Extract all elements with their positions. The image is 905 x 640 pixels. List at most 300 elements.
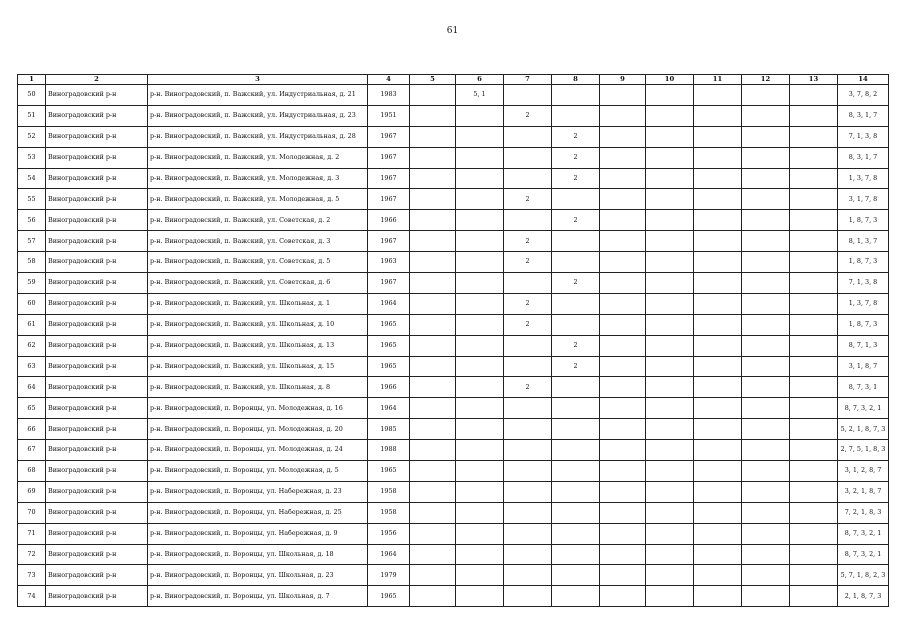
col6-cell xyxy=(456,586,504,607)
col13-cell xyxy=(790,502,838,523)
col8-cell xyxy=(552,314,600,335)
address-cell: р-н. Виноградовский, п. Воронцы, ул. Молодежная, д. 16 xyxy=(148,398,368,419)
col6-cell xyxy=(456,398,504,419)
year-cell: 1966 xyxy=(368,377,410,398)
col13-cell xyxy=(790,356,838,377)
col10-cell xyxy=(646,126,694,147)
row-number: 61 xyxy=(18,314,46,335)
address-cell: р-н. Виноградовский, п. Важский, ул. Школьная, д. 13 xyxy=(148,335,368,356)
col11-cell xyxy=(694,419,742,440)
col11-cell xyxy=(694,252,742,273)
col6-cell xyxy=(456,147,504,168)
col9-cell xyxy=(600,126,646,147)
district-cell: Виноградовский р-н xyxy=(46,335,148,356)
col11-cell xyxy=(694,377,742,398)
col8-cell xyxy=(552,252,600,273)
row-number: 55 xyxy=(18,189,46,210)
col10-cell xyxy=(646,419,694,440)
col14-cell: 7, 2, 1, 8, 3 xyxy=(838,502,889,523)
col12-cell xyxy=(742,544,790,565)
row-number: 69 xyxy=(18,481,46,502)
col13-cell xyxy=(790,335,838,356)
col5-cell xyxy=(410,105,456,126)
col6-cell xyxy=(456,189,504,210)
row-number: 62 xyxy=(18,335,46,356)
row-number: 74 xyxy=(18,586,46,607)
district-cell: Виноградовский р-н xyxy=(46,126,148,147)
col12-cell xyxy=(742,126,790,147)
col7-cell xyxy=(504,502,552,523)
col7-cell xyxy=(504,461,552,482)
col14-cell: 8, 7, 3, 2, 1 xyxy=(838,523,889,544)
year-cell: 1967 xyxy=(368,168,410,189)
col10-cell xyxy=(646,440,694,461)
col7-cell xyxy=(504,85,552,106)
col9-cell xyxy=(600,565,646,586)
table-row xyxy=(18,105,889,126)
column-header: 2 xyxy=(46,75,148,85)
col6-cell xyxy=(456,105,504,126)
table-row xyxy=(18,356,889,377)
col5-cell xyxy=(410,419,456,440)
column-header: 14 xyxy=(838,75,889,85)
row-number: 70 xyxy=(18,502,46,523)
column-header: 13 xyxy=(790,75,838,85)
col13-cell xyxy=(790,440,838,461)
col7-cell xyxy=(504,565,552,586)
table-row xyxy=(18,419,889,440)
col10-cell xyxy=(646,293,694,314)
col12-cell xyxy=(742,481,790,502)
col13-cell xyxy=(790,377,838,398)
address-cell: р-н. Виноградовский, п. Важский, ул. Индустриальная, д. 21 xyxy=(148,85,368,106)
col5-cell xyxy=(410,335,456,356)
col8-cell xyxy=(552,440,600,461)
col13-cell xyxy=(790,231,838,252)
col6-cell xyxy=(456,565,504,586)
table-row xyxy=(18,231,889,252)
col13-cell xyxy=(790,293,838,314)
district-cell: Виноградовский р-н xyxy=(46,586,148,607)
col5-cell xyxy=(410,523,456,544)
col11-cell xyxy=(694,481,742,502)
address-cell: р-н. Виноградовский, п. Важский, ул. Индустриальная, д. 23 xyxy=(148,105,368,126)
col10-cell xyxy=(646,105,694,126)
table-row xyxy=(18,126,889,147)
address-cell: р-н. Виноградовский, п. Воронцы, ул. Школьная, д. 18 xyxy=(148,544,368,565)
col13-cell xyxy=(790,398,838,419)
col10-cell xyxy=(646,586,694,607)
address-cell: р-н. Виноградовский, п. Важский, ул. Индустриальная, д. 28 xyxy=(148,126,368,147)
table-row xyxy=(18,502,889,523)
register-table xyxy=(17,74,889,607)
col10-cell xyxy=(646,523,694,544)
district-cell: Виноградовский р-н xyxy=(46,147,148,168)
col13-cell xyxy=(790,273,838,294)
col8-cell: 2 xyxy=(552,147,600,168)
col7-cell xyxy=(504,481,552,502)
col13-cell xyxy=(790,419,838,440)
col9-cell xyxy=(600,85,646,106)
column-header: 6 xyxy=(456,75,504,85)
table-row xyxy=(18,481,889,502)
year-cell: 1967 xyxy=(368,147,410,168)
col7-cell xyxy=(504,440,552,461)
col9-cell xyxy=(600,377,646,398)
col12-cell xyxy=(742,147,790,168)
column-header: 12 xyxy=(742,75,790,85)
col10-cell xyxy=(646,189,694,210)
col14-cell: 7, 1, 3, 8 xyxy=(838,126,889,147)
row-number: 54 xyxy=(18,168,46,189)
col11-cell xyxy=(694,523,742,544)
col8-cell: 2 xyxy=(552,273,600,294)
col13-cell xyxy=(790,147,838,168)
row-number: 59 xyxy=(18,273,46,294)
district-cell: Виноградовский р-н xyxy=(46,105,148,126)
col9-cell xyxy=(600,293,646,314)
col5-cell xyxy=(410,502,456,523)
col11-cell xyxy=(694,586,742,607)
district-cell: Виноградовский р-н xyxy=(46,502,148,523)
col8-cell xyxy=(552,419,600,440)
col9-cell xyxy=(600,335,646,356)
col11-cell xyxy=(694,293,742,314)
col9-cell xyxy=(600,273,646,294)
col7-cell: 2 xyxy=(504,314,552,335)
address-cell: р-н. Виноградовский, п. Важский, ул. Школьная, д. 10 xyxy=(148,314,368,335)
col7-cell: 2 xyxy=(504,377,552,398)
col11-cell xyxy=(694,210,742,231)
col8-cell: 2 xyxy=(552,168,600,189)
col10-cell xyxy=(646,398,694,419)
row-number: 56 xyxy=(18,210,46,231)
col12-cell xyxy=(742,398,790,419)
col11-cell xyxy=(694,398,742,419)
col7-cell xyxy=(504,398,552,419)
row-number: 50 xyxy=(18,85,46,106)
col8-cell xyxy=(552,189,600,210)
district-cell: Виноградовский р-н xyxy=(46,314,148,335)
district-cell: Виноградовский р-н xyxy=(46,523,148,544)
col14-cell: 1, 8, 7, 3 xyxy=(838,210,889,231)
col11-cell xyxy=(694,440,742,461)
col13-cell xyxy=(790,523,838,544)
col9-cell xyxy=(600,105,646,126)
district-cell: Виноградовский р-н xyxy=(46,210,148,231)
table-row xyxy=(18,377,889,398)
year-cell: 1983 xyxy=(368,85,410,106)
column-header: 7 xyxy=(504,75,552,85)
table-row xyxy=(18,210,889,231)
col7-cell xyxy=(504,168,552,189)
col14-cell: 1, 3, 7, 8 xyxy=(838,293,889,314)
col6-cell xyxy=(456,356,504,377)
col6-cell xyxy=(456,377,504,398)
district-cell: Виноградовский р-н xyxy=(46,398,148,419)
column-header: 8 xyxy=(552,75,600,85)
year-cell: 1967 xyxy=(368,273,410,294)
col14-cell: 8, 7, 3, 1 xyxy=(838,377,889,398)
col10-cell xyxy=(646,544,694,565)
row-number: 68 xyxy=(18,461,46,482)
col11-cell xyxy=(694,335,742,356)
col9-cell xyxy=(600,419,646,440)
col11-cell xyxy=(694,502,742,523)
row-number: 73 xyxy=(18,565,46,586)
col12-cell xyxy=(742,502,790,523)
col11-cell xyxy=(694,565,742,586)
col8-cell xyxy=(552,231,600,252)
col5-cell xyxy=(410,273,456,294)
year-cell: 1985 xyxy=(368,419,410,440)
col12-cell xyxy=(742,105,790,126)
col13-cell xyxy=(790,565,838,586)
address-cell: р-н. Виноградовский, п. Важский, ул. Молодежная, д. 5 xyxy=(148,189,368,210)
column-header: 11 xyxy=(694,75,742,85)
col14-cell: 8, 7, 1, 3 xyxy=(838,335,889,356)
col14-cell: 8, 3, 1, 7 xyxy=(838,105,889,126)
row-number: 53 xyxy=(18,147,46,168)
col9-cell xyxy=(600,356,646,377)
col10-cell xyxy=(646,565,694,586)
col10-cell xyxy=(646,168,694,189)
col8-cell xyxy=(552,105,600,126)
row-number: 57 xyxy=(18,231,46,252)
col12-cell xyxy=(742,273,790,294)
col6-cell xyxy=(456,168,504,189)
col10-cell xyxy=(646,85,694,106)
col5-cell xyxy=(410,586,456,607)
col8-cell xyxy=(552,544,600,565)
col8-cell xyxy=(552,523,600,544)
col9-cell xyxy=(600,189,646,210)
col8-cell: 2 xyxy=(552,126,600,147)
district-cell: Виноградовский р-н xyxy=(46,440,148,461)
table-row xyxy=(18,461,889,482)
address-cell: р-н. Виноградовский, п. Важский, ул. Школьная, д. 15 xyxy=(148,356,368,377)
col14-cell: 5, 2, 1, 8, 7, 3 xyxy=(838,419,889,440)
col14-cell: 3, 1, 7, 8 xyxy=(838,189,889,210)
col7-cell: 2 xyxy=(504,189,552,210)
address-cell: р-н. Виноградовский, п. Воронцы, ул. Школьная, д. 7 xyxy=(148,586,368,607)
col14-cell: 3, 1, 2, 8, 7 xyxy=(838,461,889,482)
row-number: 71 xyxy=(18,523,46,544)
address-cell: р-н. Виноградовский, п. Важский, ул. Школьная, д. 8 xyxy=(148,377,368,398)
year-cell: 1958 xyxy=(368,502,410,523)
col12-cell xyxy=(742,252,790,273)
col6-cell xyxy=(456,126,504,147)
col14-cell: 8, 3, 1, 7 xyxy=(838,147,889,168)
year-cell: 1965 xyxy=(368,335,410,356)
district-cell: Виноградовский р-н xyxy=(46,461,148,482)
col13-cell xyxy=(790,168,838,189)
col13-cell xyxy=(790,189,838,210)
col13-cell xyxy=(790,252,838,273)
col12-cell xyxy=(742,231,790,252)
col13-cell xyxy=(790,85,838,106)
col9-cell xyxy=(600,398,646,419)
table-row xyxy=(18,252,889,273)
column-header: 3 xyxy=(148,75,368,85)
col11-cell xyxy=(694,273,742,294)
col13-cell xyxy=(790,544,838,565)
col12-cell xyxy=(742,565,790,586)
col11-cell xyxy=(694,126,742,147)
col11-cell xyxy=(694,231,742,252)
col10-cell xyxy=(646,314,694,335)
col11-cell xyxy=(694,168,742,189)
col7-cell: 2 xyxy=(504,105,552,126)
year-cell: 1967 xyxy=(368,189,410,210)
col7-cell xyxy=(504,523,552,544)
table-row xyxy=(18,314,889,335)
header-row xyxy=(18,75,889,85)
col6-cell xyxy=(456,502,504,523)
col6-cell xyxy=(456,523,504,544)
district-cell: Виноградовский р-н xyxy=(46,189,148,210)
year-cell: 1964 xyxy=(368,293,410,314)
col10-cell xyxy=(646,252,694,273)
table-row xyxy=(18,168,889,189)
row-number: 58 xyxy=(18,252,46,273)
col14-cell: 2, 7, 5, 1, 8, 3 xyxy=(838,440,889,461)
table-row xyxy=(18,523,889,544)
col7-cell: 2 xyxy=(504,293,552,314)
row-number: 51 xyxy=(18,105,46,126)
col12-cell xyxy=(742,335,790,356)
col11-cell xyxy=(694,189,742,210)
col7-cell xyxy=(504,356,552,377)
col10-cell xyxy=(646,481,694,502)
col6-cell xyxy=(456,210,504,231)
col12-cell xyxy=(742,377,790,398)
col13-cell xyxy=(790,105,838,126)
year-cell: 1951 xyxy=(368,105,410,126)
table-row xyxy=(18,440,889,461)
col6-cell xyxy=(456,293,504,314)
table-body xyxy=(18,85,889,607)
col6-cell xyxy=(456,419,504,440)
col13-cell xyxy=(790,126,838,147)
col7-cell: 2 xyxy=(504,231,552,252)
col6-cell xyxy=(456,252,504,273)
col8-cell xyxy=(552,502,600,523)
year-cell: 1967 xyxy=(368,126,410,147)
col14-cell: 8, 7, 3, 2, 1 xyxy=(838,544,889,565)
table-row xyxy=(18,565,889,586)
table-row xyxy=(18,273,889,294)
page-number: 61 xyxy=(446,26,459,36)
col6-cell: 5, 1 xyxy=(456,85,504,106)
col9-cell xyxy=(600,481,646,502)
col12-cell xyxy=(742,461,790,482)
col12-cell xyxy=(742,314,790,335)
year-cell: 1967 xyxy=(368,231,410,252)
col5-cell xyxy=(410,377,456,398)
col5-cell xyxy=(410,544,456,565)
col7-cell xyxy=(504,126,552,147)
district-cell: Виноградовский р-н xyxy=(46,356,148,377)
col14-cell: 2, 1, 8, 7, 3 xyxy=(838,586,889,607)
col8-cell xyxy=(552,481,600,502)
row-number: 64 xyxy=(18,377,46,398)
table-row xyxy=(18,335,889,356)
col14-cell: 3, 7, 8, 2 xyxy=(838,85,889,106)
col9-cell xyxy=(600,314,646,335)
district-cell: Виноградовский р-н xyxy=(46,565,148,586)
column-header: 10 xyxy=(646,75,694,85)
district-cell: Виноградовский р-н xyxy=(46,377,148,398)
year-cell: 1964 xyxy=(368,398,410,419)
col10-cell xyxy=(646,147,694,168)
col11-cell xyxy=(694,105,742,126)
district-cell: Виноградовский р-н xyxy=(46,293,148,314)
col5-cell xyxy=(410,147,456,168)
year-cell: 1965 xyxy=(368,586,410,607)
district-cell: Виноградовский р-н xyxy=(46,231,148,252)
col5-cell xyxy=(410,168,456,189)
district-cell: Виноградовский р-н xyxy=(46,168,148,189)
col7-cell xyxy=(504,419,552,440)
table-row xyxy=(18,586,889,607)
district-cell: Виноградовский р-н xyxy=(46,273,148,294)
address-cell: р-н. Виноградовский, п. Важский, ул. Советская, д. 6 xyxy=(148,273,368,294)
col8-cell xyxy=(552,377,600,398)
col5-cell xyxy=(410,293,456,314)
col10-cell xyxy=(646,335,694,356)
col5-cell xyxy=(410,481,456,502)
col11-cell xyxy=(694,356,742,377)
col12-cell xyxy=(742,586,790,607)
col5-cell xyxy=(410,189,456,210)
col10-cell xyxy=(646,461,694,482)
col8-cell xyxy=(552,565,600,586)
col11-cell xyxy=(694,544,742,565)
col12-cell xyxy=(742,189,790,210)
col11-cell xyxy=(694,461,742,482)
year-cell: 1964 xyxy=(368,544,410,565)
row-number: 60 xyxy=(18,293,46,314)
col9-cell xyxy=(600,523,646,544)
col12-cell xyxy=(742,440,790,461)
col6-cell xyxy=(456,335,504,356)
district-cell: Виноградовский р-н xyxy=(46,544,148,565)
col11-cell xyxy=(694,147,742,168)
col10-cell xyxy=(646,231,694,252)
row-number: 66 xyxy=(18,419,46,440)
district-cell: Виноградовский р-н xyxy=(46,252,148,273)
col7-cell xyxy=(504,210,552,231)
col10-cell xyxy=(646,273,694,294)
col5-cell xyxy=(410,356,456,377)
year-cell: 1965 xyxy=(368,461,410,482)
col11-cell xyxy=(694,314,742,335)
address-cell: р-н. Виноградовский, п. Важский, ул. Молодежная, д. 3 xyxy=(148,168,368,189)
address-cell: р-н. Виноградовский, п. Важский, ул. Советская, д. 2 xyxy=(148,210,368,231)
col10-cell xyxy=(646,377,694,398)
address-cell: р-н. Виноградовский, п. Воронцы, ул. Школьная, д. 23 xyxy=(148,565,368,586)
row-number: 52 xyxy=(18,126,46,147)
row-number: 65 xyxy=(18,398,46,419)
col5-cell xyxy=(410,565,456,586)
year-cell: 1988 xyxy=(368,440,410,461)
address-cell: р-н. Виноградовский, п. Важский, ул. Школьная, д. 1 xyxy=(148,293,368,314)
col8-cell xyxy=(552,293,600,314)
col10-cell xyxy=(646,502,694,523)
col14-cell: 8, 1, 3, 7 xyxy=(838,231,889,252)
col9-cell xyxy=(600,440,646,461)
